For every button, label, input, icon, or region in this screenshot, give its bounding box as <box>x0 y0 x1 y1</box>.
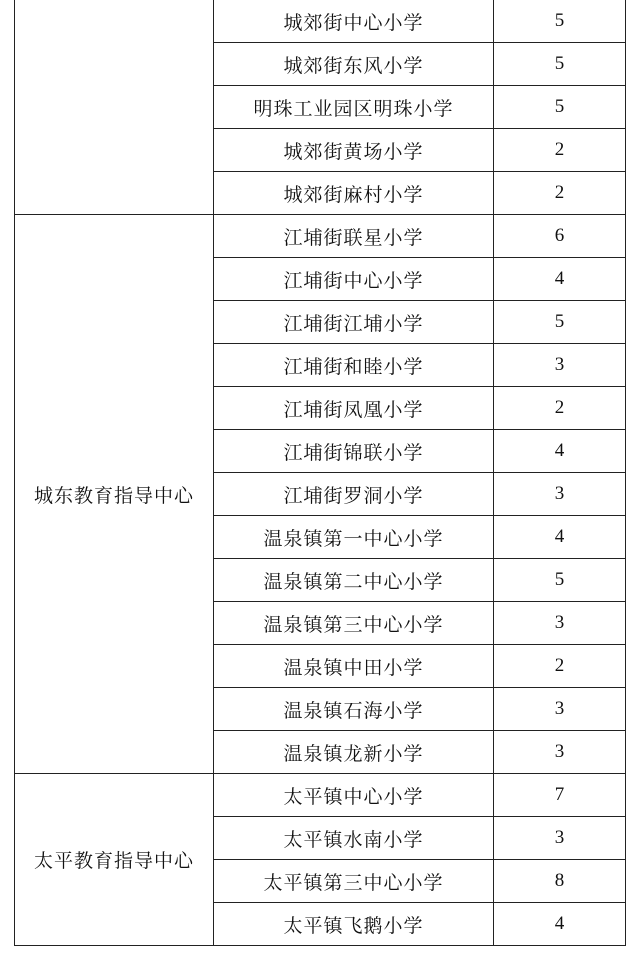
count-cell: 4 <box>494 903 626 946</box>
count-cell: 8 <box>494 860 626 903</box>
school-name-cell: 城郊街黄场小学 <box>214 129 494 172</box>
school-name-cell: 城郊街麻村小学 <box>214 172 494 215</box>
group-name-cell <box>14 0 214 215</box>
school-name-cell: 城郊街东风小学 <box>214 43 494 86</box>
school-name-cell: 温泉镇第三中心小学 <box>214 602 494 645</box>
count-cell: 3 <box>494 731 626 774</box>
count-cell: 7 <box>494 774 626 817</box>
group-name-cell: 太平教育指导中心 <box>14 774 214 946</box>
group-name-cell: 城东教育指导中心 <box>14 215 214 774</box>
school-name-cell: 江埔街联星小学 <box>214 215 494 258</box>
count-cell: 5 <box>494 301 626 344</box>
count-cell: 2 <box>494 645 626 688</box>
school-name-cell: 温泉镇第二中心小学 <box>214 559 494 602</box>
school-name-cell: 江埔街罗洞小学 <box>214 473 494 516</box>
count-cell: 4 <box>494 258 626 301</box>
count-cell: 2 <box>494 172 626 215</box>
school-name-cell: 温泉镇第一中心小学 <box>214 516 494 559</box>
school-name-cell: 城郊街中心小学 <box>214 0 494 43</box>
count-cell: 6 <box>494 215 626 258</box>
count-cell: 5 <box>494 559 626 602</box>
count-cell: 5 <box>494 86 626 129</box>
count-cell: 2 <box>494 129 626 172</box>
school-name-cell: 温泉镇中田小学 <box>214 645 494 688</box>
count-cell: 3 <box>494 817 626 860</box>
school-name-cell: 太平镇第三中心小学 <box>214 860 494 903</box>
school-name-cell: 太平镇飞鹅小学 <box>214 903 494 946</box>
school-name-cell: 太平镇水南小学 <box>214 817 494 860</box>
count-cell: 3 <box>494 688 626 731</box>
school-name-cell: 江埔街凤凰小学 <box>214 387 494 430</box>
count-cell: 4 <box>494 516 626 559</box>
count-cell: 5 <box>494 43 626 86</box>
school-name-cell: 温泉镇龙新小学 <box>214 731 494 774</box>
school-name-cell: 明珠工业园区明珠小学 <box>214 86 494 129</box>
count-cell: 4 <box>494 430 626 473</box>
school-name-cell: 江埔街和睦小学 <box>214 344 494 387</box>
count-cell: 3 <box>494 602 626 645</box>
school-name-cell: 温泉镇石海小学 <box>214 688 494 731</box>
table-grid <box>14 0 626 946</box>
count-cell: 5 <box>494 0 626 43</box>
school-name-cell: 江埔街中心小学 <box>214 258 494 301</box>
school-name-cell: 江埔街江埔小学 <box>214 301 494 344</box>
school-name-cell: 太平镇中心小学 <box>214 774 494 817</box>
school-name-cell: 江埔街锦联小学 <box>214 430 494 473</box>
count-cell: 2 <box>494 387 626 430</box>
schools-table <box>14 0 626 946</box>
count-cell: 3 <box>494 473 626 516</box>
count-cell: 3 <box>494 344 626 387</box>
